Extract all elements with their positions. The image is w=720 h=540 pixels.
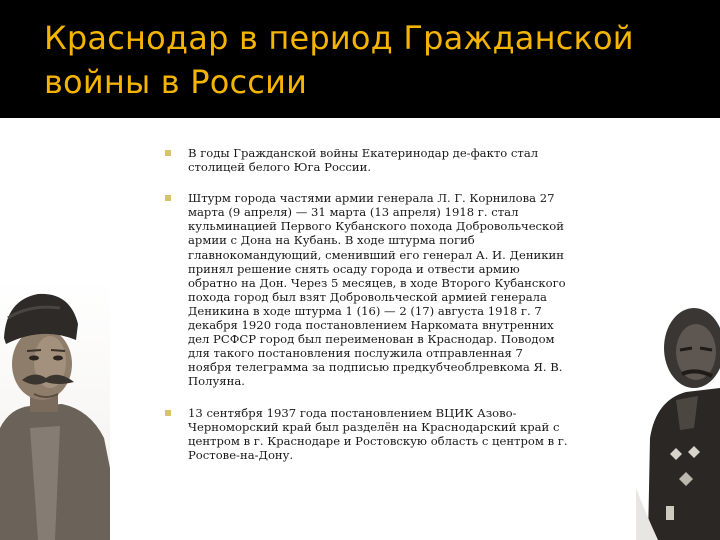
bullet-list [164,146,569,479]
bullet-text: В годы Гражданской войны Екатеринодар де-факто стал столицей белого Юга России. [188,146,539,175]
bullet-marker [165,195,171,201]
portrait-right-photo [636,288,720,540]
list-item [164,146,569,174]
list-item [164,191,569,388]
slide-title [44,16,704,104]
bullet-text: 13 сентября 1937 года постановлением ВЦИК Азово-Черноморский край был разделён на Краснодарский край с центром в г. Краснодаре и Ростовскую область с центром в г. Ростове-на-Дону. [188,405,568,462]
title-line-2: войны в России [44,63,308,101]
bullet-text: Штурм города частями армии генерала Л. Г. Корнилова 27 марта (9 апреля) — 31 марта (13 апреля) 1918 г. стал кульминацией Первого Кубанского похода Добровольческой армии с Дона на Кубань. В ходе штурма погиб главнокомандующий, сменивший его генерал А. И. Деникин принял решение снять осаду города и отвести армию обратно на Дон. Через 5 месяцев, в ходе Второго Кубанского похода город был взят Добровольческой армией генерала Деникина в ходе штурма 1 (16) — 2 (17) августа 1918 г. 7 декабря 1920 года постановлением Наркомата внутренних дел РСФСР город был переименован в Краснодар. Поводом для такого постановления послужила отправленная 7 ноября телеграмма за подписью предкубчеоблревкома Я. В. Полуяна. [188,191,566,389]
portrait-left-photo [0,278,110,540]
title-line-1: Краснодар в период Гражданской [44,19,634,57]
bullet-marker [165,150,171,156]
list-item [164,406,569,462]
bullet-marker [165,410,171,416]
